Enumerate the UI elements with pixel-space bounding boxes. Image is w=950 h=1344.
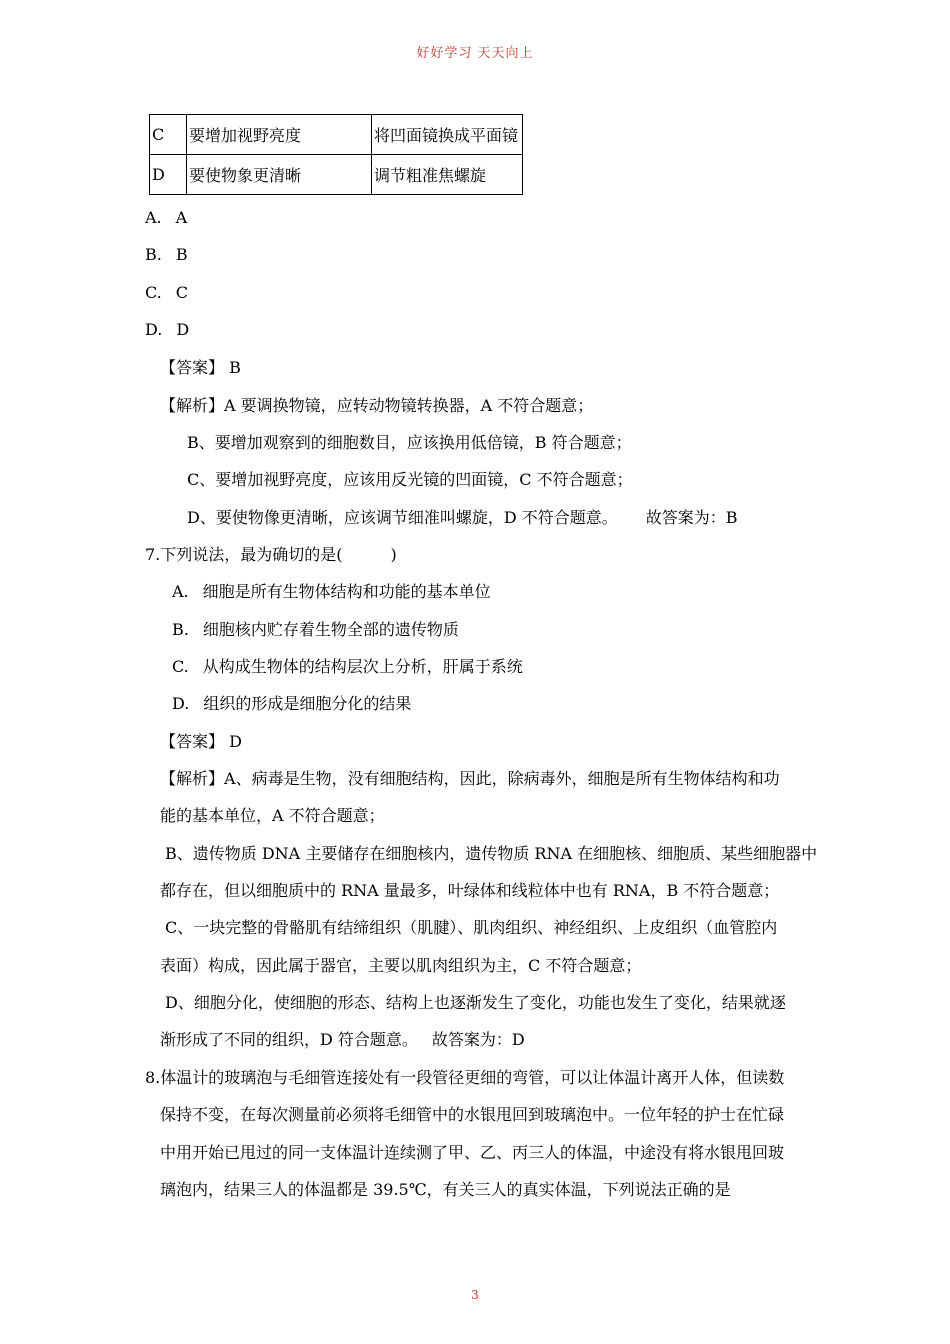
table-row	[150, 155, 523, 195]
analysis-label: 【解析】	[160, 769, 225, 788]
answer-label: 【答案】	[160, 358, 225, 377]
q6-answer	[160, 358, 241, 378]
option-text: A	[175, 208, 188, 227]
q7-option-c	[172, 657, 523, 677]
option-text: C	[175, 283, 189, 302]
q8-stem-line: 保持不变，在每次测量前必须将毛细管中的水银甩回到玻璃泡中。一位年轻的护士在忙碌	[160, 1105, 785, 1124]
q6-analysis-line: B、要增加观察到的细胞数目，应该换用低倍镜，B 符合题意；	[187, 433, 632, 452]
q7-analysis-line: B、遗传物质 DNA 主要储存在细胞核内，遗传物质 RNA 在细胞核、细胞质、某些细胞器中	[165, 844, 818, 863]
q8-stem-line: 8.体温计的玻璃泡与毛细管连接处有一段管径更细的弯管，可以让体温计离开人体，但读数	[145, 1068, 785, 1087]
q7-stem: 7.下列说法，最为确切的是( )	[145, 545, 397, 564]
q7-analysis-line: D、细胞分化，使细胞的形态、结构上也逐渐发生了变化，功能也发生了变化，结果就逐	[165, 993, 786, 1012]
option-text: 组织的形成是细胞分化的结果	[203, 694, 412, 713]
q6-option-d	[145, 320, 189, 340]
table-cell-goal: 要使物象更清晰	[187, 155, 372, 195]
q7-analysis-line: C、一块完整的骨骼肌有结缔组织（肌腱）、肌肉组织、神经组织、上皮组织（血管腔内	[165, 918, 778, 937]
analysis-label: 【解析】	[160, 396, 225, 415]
q7-answer	[160, 732, 242, 752]
page-number: 3	[471, 1288, 479, 1302]
option-label: B.	[172, 620, 189, 639]
answer-value: D	[229, 732, 242, 751]
conclusion: 故答案为：D	[431, 1030, 525, 1049]
q6-option-c	[145, 283, 188, 303]
q7-analysis-line: 表面）构成，因此属于器官，主要以肌肉组织为主，C 不符合题意；	[160, 956, 642, 975]
q7-analysis-line: 都存在，但以细胞质中的 RNA 量最多，叶绿体和线粒体中也有 RNA，B 不符合题意；	[160, 881, 780, 900]
answer-value: B	[229, 358, 241, 377]
q6-analysis-line	[160, 396, 593, 416]
analysis-text: A 要调换物镜，应转动物镜转换器，A 不符合题意；	[224, 396, 594, 415]
table-cell-goal: 要增加视野亮度	[187, 115, 372, 155]
q7-option-a	[172, 582, 491, 602]
option-label: B.	[145, 245, 162, 264]
q7-analysis-line: 能的基本单位，A 不符合题意；	[160, 806, 385, 825]
q6-option-b	[145, 245, 188, 265]
option-label: C.	[172, 657, 189, 676]
q7-option-b	[172, 620, 459, 640]
option-label: D.	[172, 694, 190, 713]
answer-label: 【答案】	[160, 732, 225, 751]
analysis-text: A、病毒是生物，没有细胞结构，因此，除病毒外，细胞是所有生物体结构和功	[224, 769, 780, 788]
q6-option-a	[145, 208, 187, 228]
option-text: 细胞核内贮存着生物全部的遗传物质	[202, 620, 459, 639]
table-cell-action: 调节粗准焦螺旋	[372, 155, 523, 195]
option-label: A.	[172, 582, 189, 601]
table-row	[150, 115, 523, 155]
q6-analysis-line: D、要使物像更清晰，应该调节细准叫螺旋，D 不符合题意。 故答案为：B	[187, 508, 738, 527]
option-label: A.	[145, 208, 162, 227]
table-cell-key: C	[150, 115, 187, 155]
q8-stem-line: 璃泡内，结果三人的体温都是 39.5℃，有关三人的真实体温，下列说法正确的是	[160, 1180, 731, 1199]
option-text: 细胞是所有生物体结构和功能的基本单位	[202, 582, 491, 601]
option-label: C.	[145, 283, 162, 302]
table-cell-action: 将凹面镜换成平面镜	[372, 115, 523, 155]
q8-stem-line: 中用开始已甩过的同一支体温计连续测了甲、乙、丙三人的体温，中途没有将水银甩回玻	[160, 1143, 785, 1162]
q7-analysis-line: 渐形成了不同的组织，D 符合题意。 故答案为：D	[160, 1030, 525, 1049]
option-text: 从构成生物体的结构层次上分析，肝属于系统	[202, 657, 523, 676]
q7-analysis-line	[160, 769, 780, 789]
q7-option-d	[172, 694, 411, 714]
option-label: D.	[145, 320, 163, 339]
option-text: D	[176, 320, 190, 339]
conclusion: 故答案为：B	[645, 508, 738, 527]
table-cell-key: D	[150, 155, 187, 195]
option-text: B	[175, 245, 188, 264]
page-header: 好好学习 天天向上	[416, 46, 534, 61]
options-table	[149, 114, 523, 195]
q6-analysis-line: C、要增加视野亮度，应该用反光镜的凹面镜，C 不符合题意；	[187, 470, 633, 489]
